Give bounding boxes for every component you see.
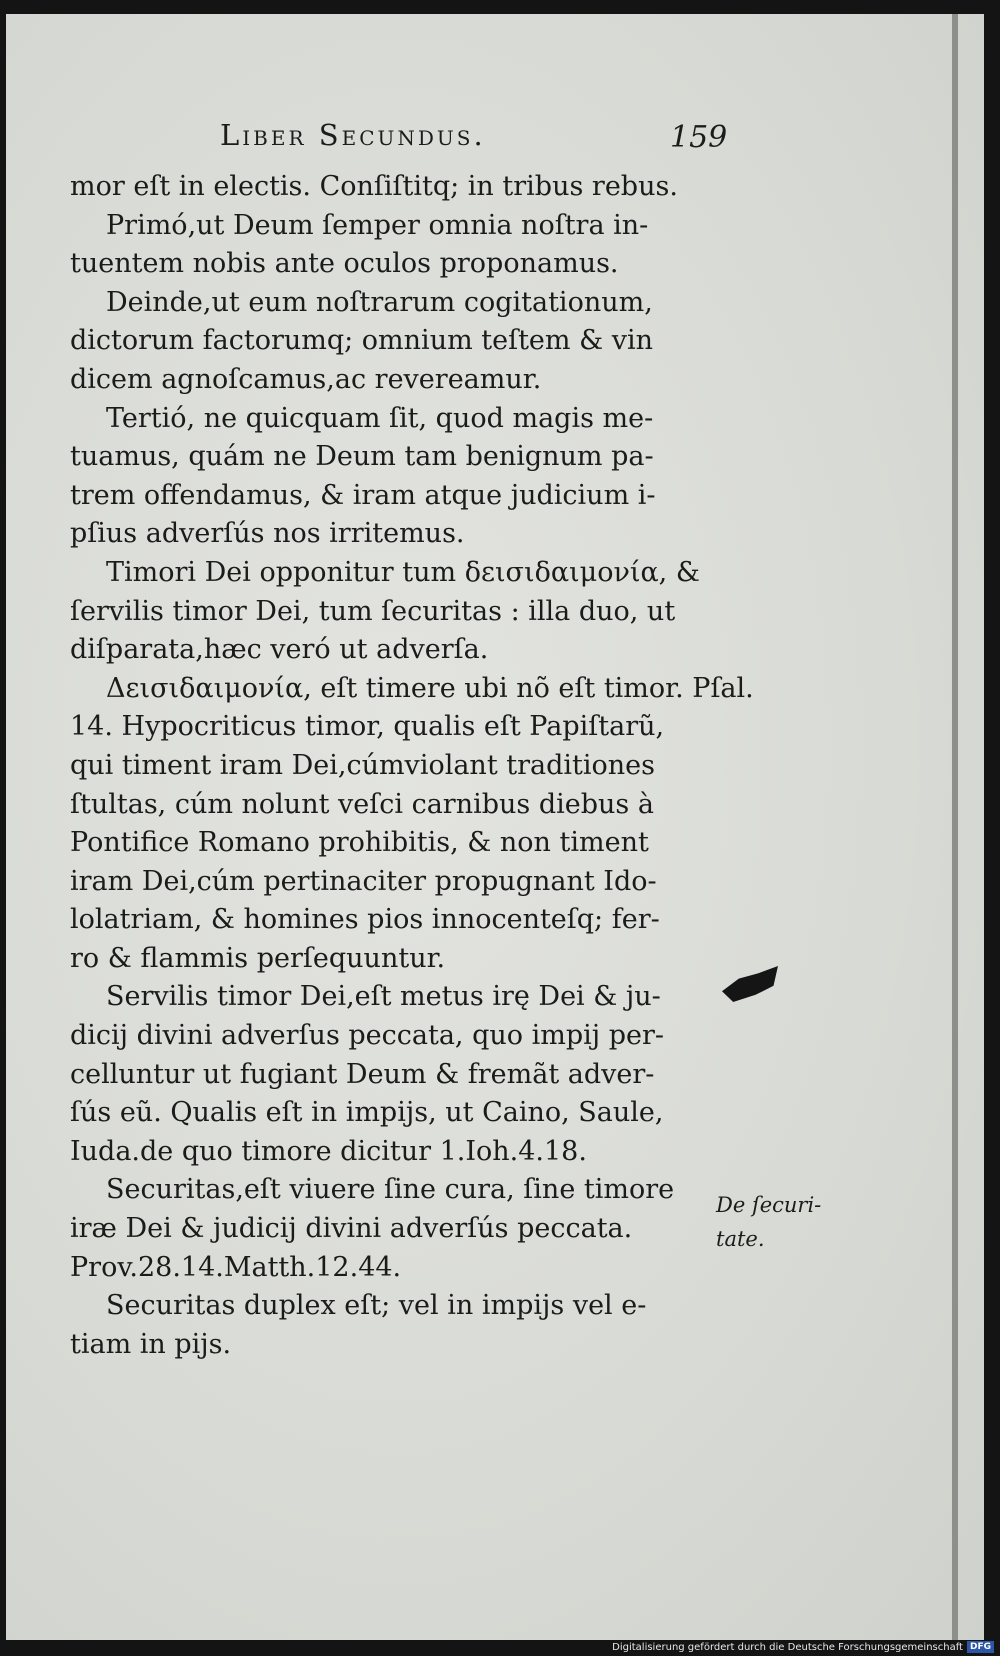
digitization-footer <box>612 1640 994 1654</box>
marginal-note-line: tate. <box>716 1227 765 1251</box>
text-line: Securitas duplex eſt; vel in impijs vel e- <box>106 1290 647 1322</box>
text-line: iræ Dei & judicij divini adverſús peccata. <box>70 1213 633 1245</box>
text-line: Deinde,ut eum noſtrarum cogitationum, <box>106 286 653 318</box>
text-line: mor eſt in electis. Conſiſtitq; in tribus rebus. <box>70 171 678 202</box>
text-line: ſtultas, cúm nolunt veſci carnibus diebus à <box>70 788 654 820</box>
text-line: Tertió, ne quicquam ſit, quod magis me- <box>106 402 654 434</box>
text-line: ro & flammis perſequuntur. <box>70 942 446 974</box>
text-line: iram Dei,cúm pertinaciter propugnant Ido- <box>70 865 657 897</box>
text-line: Prov.28.14.Matth.12.44. <box>70 1251 402 1283</box>
text-line: Iuda.de quo timore dicitur 1.Ioh.4.18. <box>70 1135 587 1167</box>
text-line: tuamus, quám ne Deum tam benignum pa- <box>70 441 654 473</box>
text-line: ſervilis timor Dei, tum ſecuritas : illa duo, ut <box>70 595 676 627</box>
text-line: dictorum factorumq; omnium teſtem & vin <box>70 325 653 357</box>
running-head: Liber Secundus. <box>220 118 486 152</box>
text-line: Δεισιδαιμονία, eſt timere ubi nõ eſt timor. Pſal. <box>106 672 754 704</box>
text-line: dicij divini adverſus peccata, quo impij per- <box>70 1020 665 1052</box>
marginal-note-line: De ſecuri- <box>716 1193 822 1217</box>
text-line: dicem agnoſcamus,ac revereamur. <box>70 363 542 395</box>
text-line: Timori Dei opponitur tum δεισιδαιμονία, & <box>106 556 700 588</box>
text-line: Primó,ut Deum ſemper omnia noſtra in- <box>106 209 649 241</box>
page-header <box>220 118 728 164</box>
text-line: Servilis timor Dei,eſt metus irę Dei & ju- <box>106 981 661 1013</box>
text-line: diſparata,hæc veró ut adverſa. <box>70 634 489 666</box>
text-line: tiam in pijs. <box>70 1328 232 1360</box>
dfg-logo: DFG <box>967 1641 994 1653</box>
page-edge <box>952 14 958 1640</box>
text-line: 14. Hypocriticus timor, qualis eſt Papiſtarũ, <box>70 711 665 743</box>
page-number: 159 <box>670 120 728 155</box>
text-line: trem offendamus, & iram atque judicium i- <box>70 479 656 511</box>
funding-credit: Digitalisierung gefördert durch die Deutsche Forschungsgemeinschaft <box>612 1641 963 1653</box>
text-line: pſius adverſús nos irritemus. <box>70 518 465 550</box>
text-line: tuentem nobis ante oculos proponamus. <box>70 248 619 280</box>
text-line: celluntur ut fugiant Deum & fremãt adver- <box>70 1058 655 1090</box>
text-line: ſús eũ. Qualis eſt in impijs, ut Caino, Saule, <box>70 1097 664 1129</box>
text-line: Securitas,eſt viuere ſine cura, ſine timore <box>106 1174 675 1206</box>
text-line: Pontifice Romano prohibitis, & non timent <box>70 827 649 859</box>
text-line: qui timent iram Dei,cúmviolant traditiones <box>70 749 655 781</box>
text-line: lolatriam, & homines pios innocenteſq; fer- <box>70 904 660 936</box>
marginal-note <box>716 1188 821 1256</box>
